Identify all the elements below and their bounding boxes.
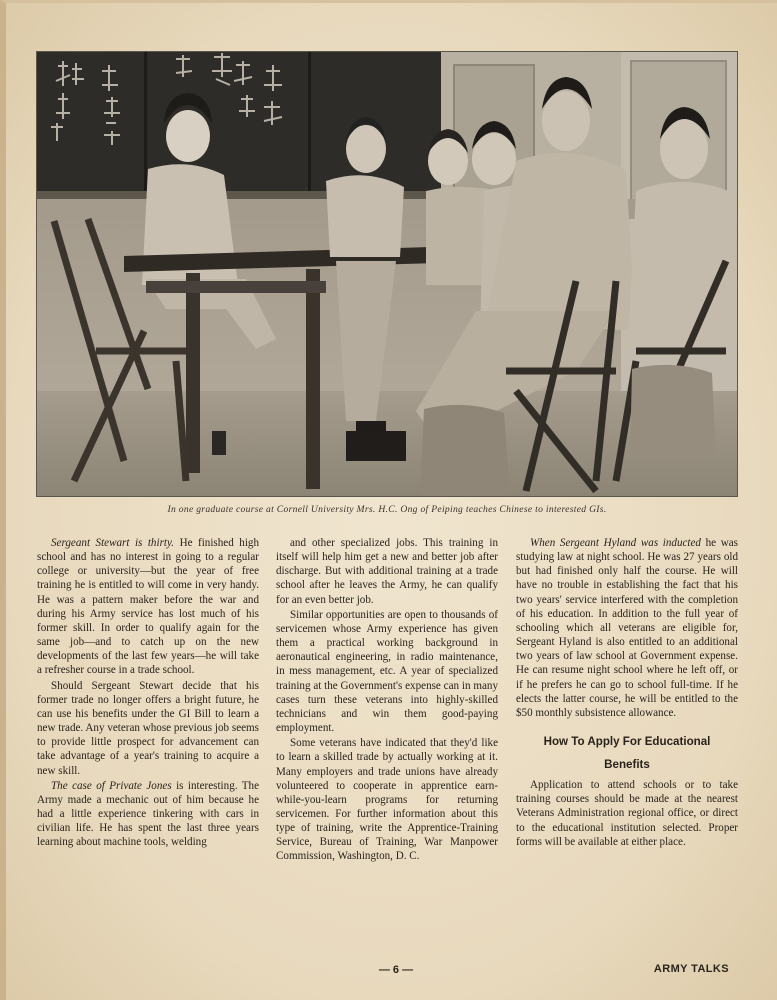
section-heading-line-1: How To Apply For Educational <box>543 735 711 749</box>
paragraph <box>516 536 738 720</box>
classroom-photo-image <box>36 51 738 497</box>
paragraph: Should Sergeant Stewart decide that his former trade no longer offers a bright future, he can use his benefits under the GI Bill to learn a new trade. Any veteran whose previous job seems to provide little prospect for advancement can take advantage of a year's training to acquire a new skill. <box>37 679 259 777</box>
article-column-3 <box>516 536 738 850</box>
paragraph-body: He finished high school and has no interest in going to a regular college or university—but the year of free training he is entitled to will come in very handy. He was a pattern maker before the war and during his Army service has lost much of his former skill. In order to qualify again for the same job—and to catch up on the new developments of the last few years—he will take a refresher course in a trade school. <box>37 537 259 677</box>
article-column-1 <box>37 536 259 850</box>
paragraph: Some veterans have indicated that they'd like to learn a skilled trade by actually working at it. Many employers and trade unions have already volunteered to cooperate in apprentice earn-while-you-learn programs for returning servicemen. For further information about this type of training, write the Apprentice-Training Service, Bureau of Training, War Manpower Commission, Washington, D. C. <box>276 737 498 863</box>
paragraph: Application to attend schools or to take training courses should be made at the nearest Veterans Administration regional office, or direct to the educational institution selected. Proper forms will be available at either place. <box>516 779 738 848</box>
paragraph: Similar opportunities are open to thousands of servicemen whose Army experience has given them a practical working background in aeronautical engineering, in radio maintenance, in mess management, etc. A year of specialized training at the Government's expense can in many cases turn these veterans into highly-skilled technicians and win them good-paying employment. <box>276 608 498 735</box>
paragraph-body: he was studying law at night school. He was 27 years old but had finished only half the course. He will have no trouble in establishing the fact that his two years' service interfered with the completion of his education. In addition to the full year of schooling which all veterans are eligible for, Sergeant Hyland is also entitled to an additional two years of law school at Government expense. He can resume night school where he left off, or if he prefers he can go to school full-time. If he elects the latter course, he will be entitled to the $50 monthly subsistence allowance. <box>516 537 738 719</box>
paragraph <box>37 536 259 678</box>
publication-footer: ARMY TALKS <box>653 963 729 975</box>
paragraph: and other specialized jobs. This training in itself will help him get a new and better job after discharge. But with additional training at a trade school after he leaves the Army, he can qualify for an even better job. <box>276 537 498 606</box>
paragraph-body: is interesting. The Army made a mechanic out of him because he had a little experience tinkering with cars in civilian life. He has spent the last three years learning about machine tools, welding <box>37 779 259 849</box>
article-column-2 <box>276 536 498 865</box>
section-heading-line-2: Benefits <box>604 758 650 772</box>
section-heading <box>516 730 738 776</box>
page-number: — 6 — <box>378 964 414 976</box>
paragraph-lead: Sergeant Stewart is thirty. <box>51 537 175 549</box>
photo-caption: In one graduate course at Cornell University Mrs. H.C. Ong of Peiping teaches Chinese to interested GIs. <box>167 504 607 515</box>
classroom-photo <box>36 51 738 497</box>
paragraph-lead: When Sergeant Hyland was inducted <box>530 537 701 549</box>
paragraph <box>37 779 259 850</box>
paragraph-lead: The case of Private Jones <box>51 779 172 792</box>
